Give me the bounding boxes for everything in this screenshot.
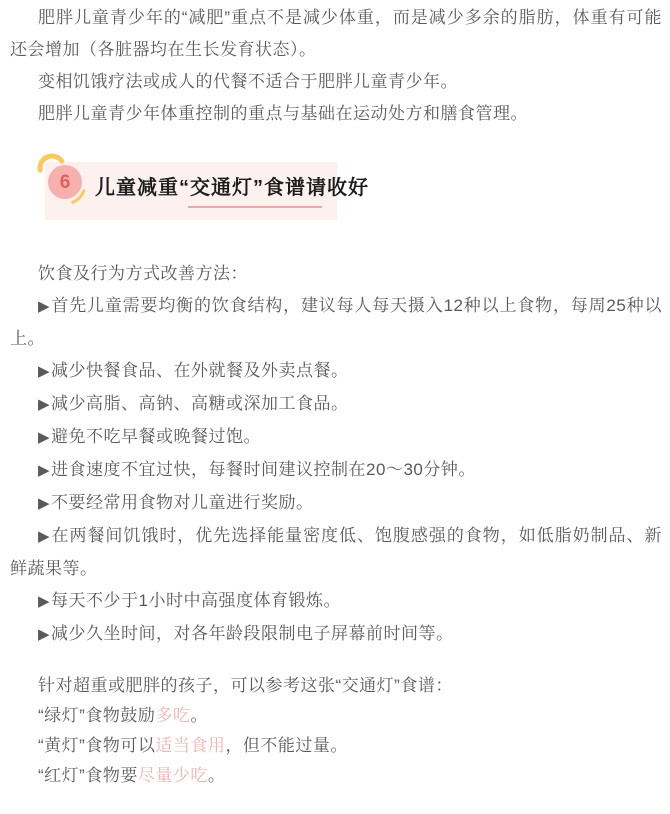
section-number: 6 — [59, 171, 71, 193]
list-item-text: 减少高脂、高钠、高糖或深加工食品。 — [51, 394, 349, 413]
triangle-bullet-icon: ▶ — [38, 298, 51, 315]
triangle-bullet-icon: ▶ — [38, 396, 51, 413]
intro-paragraph: 变相饥饿疗法或成人的代餐不适合于肥胖儿童青少年。 — [38, 72, 458, 91]
triangle-bullet-icon: ▶ — [38, 363, 51, 380]
traffic-line-yellow — [10, 731, 662, 761]
traffic-line-prefix: “黄灯”食物可以 — [38, 736, 156, 755]
list-item — [10, 618, 662, 651]
list-item-text: 首先儿童需要均衡的饮食结构，建议每人每天摄入12种以上食物，每周25种以上。 — [10, 296, 662, 348]
section-header — [45, 162, 369, 220]
list-item — [10, 355, 662, 388]
intro-paragraph: 肥胖儿童青少年的“减肥”重点不是减少体重，而是减少多余的脂肪，体重有可能还会增加（各脏器均在生长发育状态）。 — [10, 8, 662, 59]
traffic-line-red — [10, 761, 662, 791]
list-item-text: 减少久坐时间，对各年龄段限制电子屏幕前时间等。 — [51, 624, 454, 643]
list-item — [10, 388, 662, 421]
traffic-line-suffix: 。 — [207, 766, 226, 785]
list-lead: 饮食及行为方式改善方法： — [38, 264, 248, 283]
traffic-line-prefix: “红灯”食物要 — [38, 766, 138, 785]
traffic-line-green — [10, 701, 662, 731]
traffic-line-suffix: ，但不能过量。 — [225, 736, 348, 755]
list-item-text: 避免不吃早餐或晚餐过饱。 — [51, 427, 262, 446]
list-item — [10, 520, 662, 585]
traffic-line-highlight: 尽量少吃 — [137, 766, 208, 785]
triangle-bullet-icon: ▶ — [38, 593, 51, 610]
triangle-bullet-icon: ▶ — [38, 429, 51, 446]
list-item-text: 每天不少于1小时中高强度体育锻炼。 — [51, 591, 342, 610]
traffic-line-suffix: 。 — [190, 706, 208, 725]
list-item — [10, 585, 662, 618]
triangle-bullet-icon: ▶ — [38, 462, 51, 479]
list-item-text: 减少快餐食品、在外就餐及外卖点餐。 — [51, 361, 349, 380]
list-item-text: 进食速度不宜过快，每餐时间建议控制在20～30分钟。 — [51, 460, 476, 479]
section-number-badge — [48, 165, 82, 199]
traffic-intro: 针对超重或肥胖的孩子，可以参考这张“交通灯”食谱： — [38, 676, 453, 695]
intro-paragraph: 肥胖儿童青少年体重控制的重点与基础在运动处方和膳食管理。 — [38, 104, 528, 123]
triangle-bullet-icon: ▶ — [38, 528, 51, 545]
list-item — [10, 290, 662, 355]
traffic-line-highlight: 适当食用 — [155, 736, 226, 755]
list-item-text: 不要经常用食物对儿童进行奖励。 — [51, 493, 314, 512]
section-title: 儿童减重“交通灯”食谱请收好 — [95, 177, 369, 199]
list-item-text: 在两餐间饥饿时，优先选择能量密度低、饱腹感强的食物，如低脂奶制品、新鲜蔬果等。 — [10, 526, 662, 578]
traffic-line-prefix: “绿灯”食物鼓励 — [38, 706, 156, 725]
list-item — [10, 421, 662, 454]
title-underline — [188, 206, 322, 208]
traffic-line-highlight: 多吃 — [155, 706, 191, 725]
triangle-bullet-icon: ▶ — [38, 495, 51, 512]
triangle-bullet-icon: ▶ — [38, 626, 51, 643]
list-item — [10, 454, 662, 487]
list-item — [10, 487, 662, 520]
